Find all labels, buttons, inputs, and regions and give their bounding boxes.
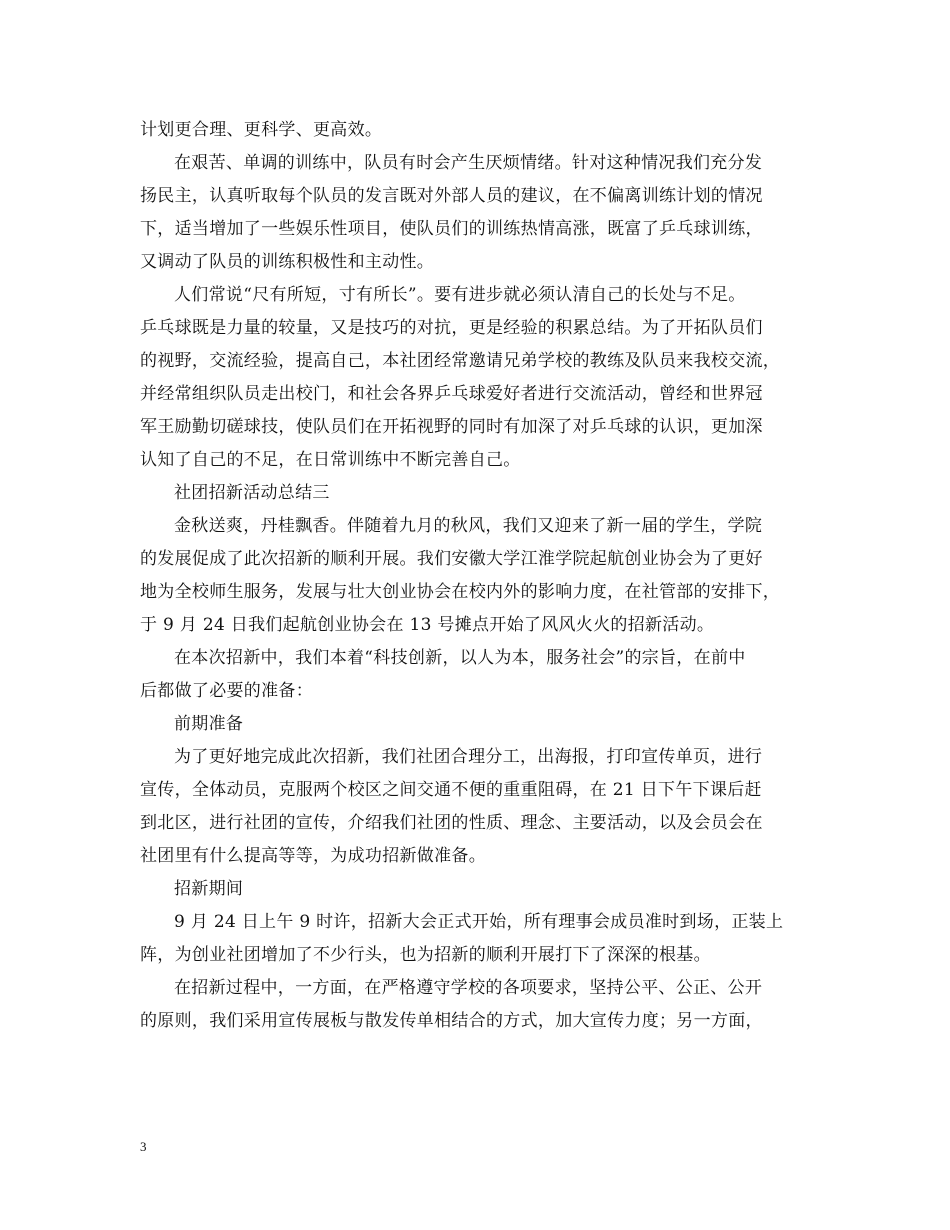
text-line: 9 月 24 日上午 9 时许，招新大会正式开始，所有理事会成员准时到场，正装上 <box>174 912 784 932</box>
text-line: 军王励勤切磋球技，使队员们在开拓视野的同时有加深了对乒乓球的认识，更加深 <box>140 417 763 437</box>
text-line: 在艰苦、单调的训练中，队员有时会产生厌烦情绪。针对这种情况我们充分发 <box>174 153 763 173</box>
text-line: 计划更合理、更科学、更高效。 <box>140 120 383 140</box>
text-line: 扬民主，认真听取每个队员的发言既对外部人员的建议，在不偏离训练计划的情况 <box>140 186 763 206</box>
text-line: 的视野，交流经验，提高自己，本社团经常邀请兄弟学校的教练及队员来我校交流， <box>140 351 781 371</box>
text-line: 到北区，进行社团的宣传，介绍我们社团的性质、理念、主要活动，以及会员会在 <box>140 813 763 833</box>
text-line: 下，适当增加了一些娱乐性项目，使队员们的训练热情高涨，既富了乒乓球训练， <box>140 219 763 239</box>
text-line: 后都做了必要的准备： <box>140 681 313 701</box>
text-line: 又调动了队员的训练积极性和主动性。 <box>140 252 435 272</box>
text-line: 乒乓球既是力量的较量，又是技巧的对抗，更是经验的积累总结。为了开拓队员们 <box>140 318 763 338</box>
text-line: 宣传，全体动员，克服两个校区之间交通不便的重重阻碍，在 21 日下午下课后赶 <box>140 780 762 800</box>
text-line: 地为全校师生服务，发展与壮大创业协会在校内外的影响力度，在社管部的安排下， <box>140 582 781 602</box>
page-number: 3 <box>140 1139 147 1154</box>
body-text <box>140 114 812 1038</box>
text-line: 阵，为创业社团增加了不少行头，也为招新的顺利开展打下了深深的根基。 <box>140 945 711 965</box>
text-line: 认知了自己的不足，在日常训练中不断完善自己。 <box>140 450 521 470</box>
text-line: 金秋送爽，丹桂飘香。伴随着九月的秋风，我们又迎来了新一届的学生，学院 <box>174 516 763 536</box>
text-line: 在本次招新中，我们本着“科技创新，以人为本，服务社会”的宗旨，在前中 <box>174 648 746 668</box>
text-line: 于 9 月 24 日我们起航创业协会在 13 号摊点开始了风风火火的招新活动。 <box>140 615 715 635</box>
text-line: 招新期间 <box>174 879 244 899</box>
text-line: 人们常说“尺有所短，寸有所长”。要有进步就必须认清自己的长处与不足。 <box>174 285 746 305</box>
text-line: 的发展促成了此次招新的顺利开展。我们安徽大学江淮学院起航创业协会为了更好 <box>140 549 763 569</box>
text-line: 为了更好地完成此次招新，我们社团合理分工，出海报，打印宣传单页，进行 <box>174 747 763 767</box>
text-line: 在招新过程中，一方面，在严格遵守学校的各项要求，坚持公平、公正、公开 <box>174 978 763 998</box>
text-line: 并经常组织队员走出校门，和社会各界乒乓球爱好者进行交流活动，曾经和世界冠 <box>140 384 763 404</box>
text-line: 社团里有什么提高等等，为成功招新做准备。 <box>140 846 486 866</box>
text-line: 前期准备 <box>174 714 244 734</box>
text-line: 的原则，我们采用宣传展板与散发传单相结合的方式，加大宣传力度；另一方面， <box>140 1011 763 1031</box>
text-line: 社团招新活动总结三 <box>174 483 330 503</box>
